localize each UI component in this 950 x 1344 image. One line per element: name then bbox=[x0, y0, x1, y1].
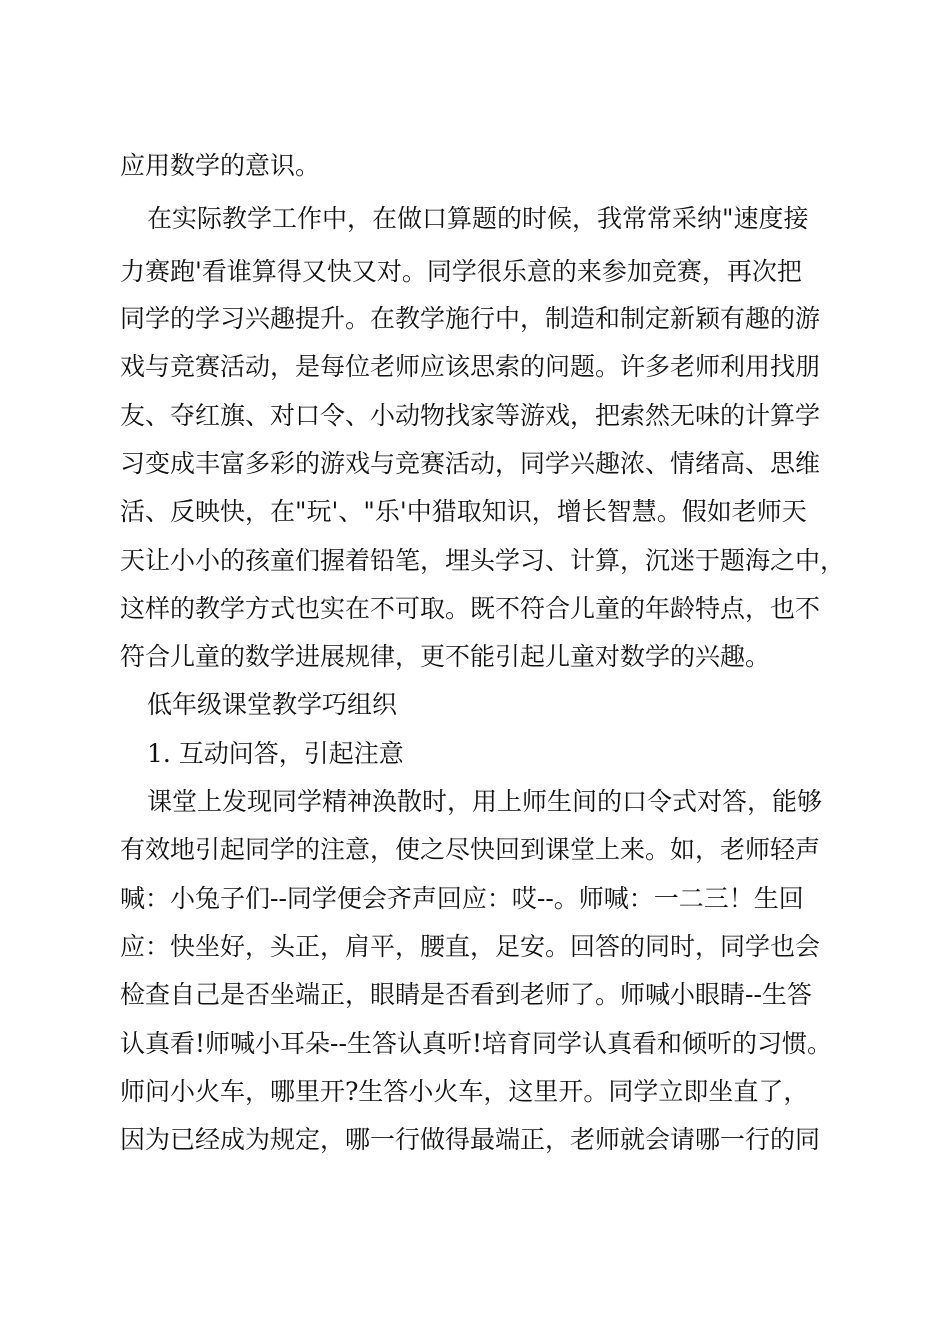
text-line: 同学的学习兴趣提升。在教学施行中，制造和制定新颖有趣的游 bbox=[120, 304, 821, 333]
text-line: 应用数学的意识。 bbox=[120, 151, 321, 180]
text-line: 天让小小的孩童们握着铅笔，埋头学习、计算，沉迷于题海之中， bbox=[120, 546, 846, 575]
text-line: 这样的教学方式也实在不可取。既不符合儿童的年龄特点，也不 bbox=[120, 594, 821, 623]
text-line: 应：快坐好，头正，肩平，腰直，足安。回答的同时，同学也会 bbox=[120, 932, 821, 961]
text-line: 习变成丰富多彩的游戏与竞赛活动，同学兴趣浓、情绪高、思维 bbox=[120, 449, 821, 478]
text-line: 力赛跑'看谁算得又快又对。同学很乐意的来参加竞赛，再次把 bbox=[120, 257, 802, 286]
text-line: 检查自己是否坐端正，眼睛是否看到老师了。师喊小眼睛--生答 bbox=[120, 980, 812, 1009]
text-line: 在实际教学工作中，在做口算题的时候，我常常采纳"速度接 bbox=[147, 204, 809, 233]
subsection-heading: 1. 互动问答，引起注意 bbox=[147, 739, 404, 768]
text-line: 符合儿童的数学进展规律，更不能引起儿童对数学的兴趣。 bbox=[120, 642, 771, 671]
text-line: 认真看!师喊小耳朵--生答认真听!培育同学认真看和倾听的习惯。 bbox=[120, 1029, 832, 1058]
text-line: 师问小火车，哪里开?生答小火车，这里开。同学立即坐直了， bbox=[120, 1077, 809, 1106]
text-line: 活、反映快，在"玩'、"乐'中猎取知识，增长智慧。假如老师天 bbox=[120, 497, 807, 526]
text-line: 友、夺红旗、对口令、小动物找家等游戏，把索然无味的计算学 bbox=[120, 401, 821, 430]
text-line: 有效地引起同学的注意，使之尽快回到课堂上来。如，老师轻声 bbox=[120, 835, 821, 864]
text-line: 喊：小兔子们--同学便会齐声回应：哎--。师喊：一二三！生回 bbox=[120, 884, 804, 913]
text-line: 戏与竞赛活动，是每位老师应该思索的问题。许多老师利用找朋 bbox=[120, 352, 821, 381]
text-line: 因为已经成为规定，哪一行做得最端正，老师就会请哪一行的同 bbox=[120, 1125, 821, 1154]
section-heading: 低年级课堂教学巧组织 bbox=[147, 690, 398, 719]
text-line: 课堂上发现同学精神涣散时，用上师生间的口令式对答，能够 bbox=[147, 787, 823, 816]
